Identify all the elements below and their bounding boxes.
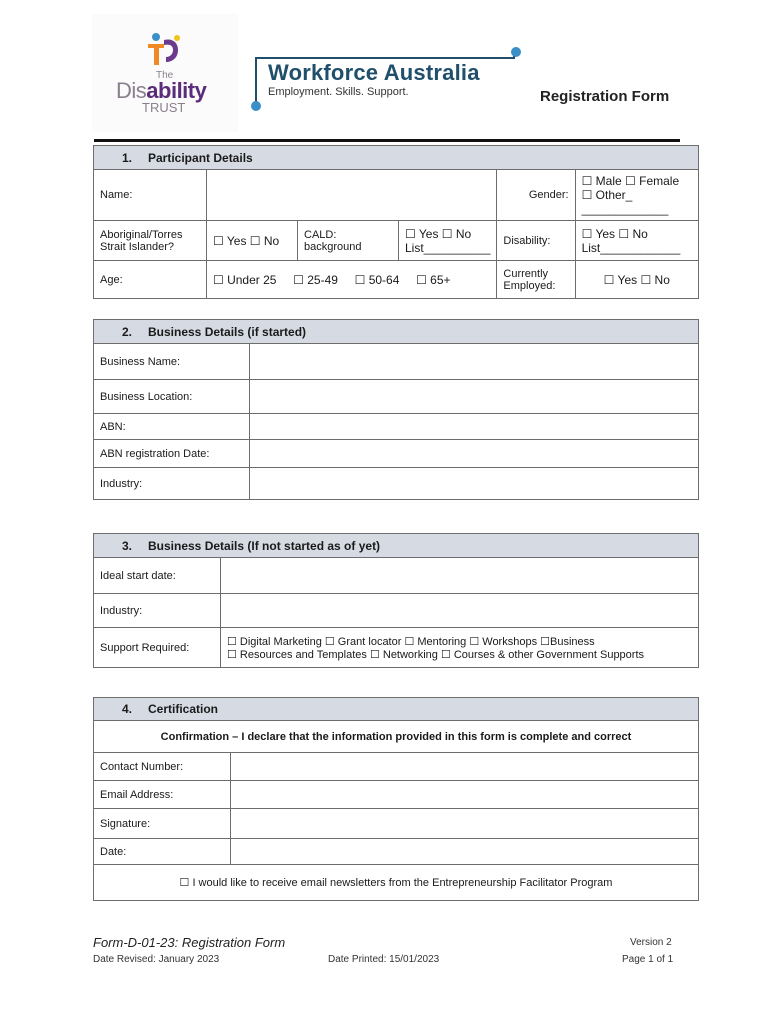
support-label: Support Required: [94,628,221,668]
signature-field[interactable] [231,809,699,839]
name-label: Name: [94,170,207,221]
workforce-australia-title: Workforce Australia [268,60,480,85]
footer-date-revised: Date Revised: January 2023 [93,954,220,965]
date-field[interactable] [231,839,699,865]
business-not-started-table [93,533,699,668]
employed-options[interactable]: ☐ Yes ☐ No [575,261,698,299]
business-location-field[interactable] [250,380,699,414]
contact-number-field[interactable] [231,753,699,781]
footer-version: Version 2 [630,937,672,948]
business-started-table [93,319,699,500]
atsi-label: Aboriginal/Torres Strait Islander? [94,221,207,261]
age-option[interactable]: ☐ Under 25 [213,272,277,287]
footer-page-number: Page 1 of 1 [622,954,674,965]
age-option[interactable]: ☐ 25-49 [293,272,338,287]
age-option[interactable]: ☐ 65+ [416,272,451,287]
confirmation-statement: Confirmation – I declare that the information provided in this form is complete and correct [94,721,699,753]
newsletter-checkbox[interactable]: ☐ I would like to receive email newsletters from the Entrepreneurship Facilitator Program [94,865,699,901]
abn-date-label: ABN registration Date: [94,440,250,468]
name-field[interactable] [207,170,497,221]
age-options[interactable] [207,261,497,299]
section-header: 2. Business Details (if started) [94,320,699,344]
contact-number-label: Contact Number: [94,753,231,781]
abn-field[interactable] [250,414,699,440]
age-label: Age: [94,261,207,299]
section-header: 1. Participant Details [94,146,699,170]
industry-field[interactable] [221,594,699,628]
page-title: Registration Form [540,88,670,105]
logo-trust-text: TRUST [142,100,186,115]
email-label: Email Address: [94,781,231,809]
industry-label: Industry: [94,468,250,500]
email-field[interactable] [231,781,699,809]
workforce-australia-subtitle: Employment. Skills. Support. [268,86,409,98]
section-header: 4. Certification [94,698,699,721]
participant-details-table [93,145,699,299]
age-option[interactable]: ☐ 50-64 [354,272,400,287]
logo-disability-text: Disability [116,78,207,103]
date-label: Date: [94,839,231,865]
logo-the-text: The [156,70,174,81]
section-header: 3. Business Details (If not started as of yet) [94,534,699,558]
support-options[interactable]: ☐ Digital Marketing ☐ Grant locator ☐ Mentoring ☐ Workshops ☐Business ☐ Resources and Templates ☐ Networking ☐ Courses & other Government Supports [221,628,699,668]
ideal-start-label: Ideal start date: [94,558,221,594]
footer-date-printed: Date Printed: 15/01/2023 [328,954,440,965]
disability-trust-emblem-icon [144,32,184,68]
business-location-label: Business Location: [94,380,250,414]
ideal-start-field[interactable] [221,558,699,594]
gender-options[interactable]: ☐ Male ☐ Female ☐ Other_ _____________ [575,170,698,221]
gender-label: Gender: [497,170,575,221]
disability-options[interactable]: ☐ Yes ☐ No List____________ [575,221,698,261]
business-name-field[interactable] [250,344,699,380]
abn-label: ABN: [94,414,250,440]
header-divider [94,139,680,142]
signature-label: Signature: [94,809,231,839]
industry-label: Industry: [94,594,221,628]
cald-label: CALD: background [298,221,399,261]
footer-form-id: Form-D-01-23: Registration Form [93,935,286,950]
employed-label: Currently Employed: [497,261,575,299]
business-name-label: Business Name: [94,344,250,380]
disability-trust-logo [92,14,238,132]
disability-label: Disability: [497,221,575,261]
cald-options[interactable]: ☐ Yes ☐ No List__________ [399,221,497,261]
atsi-options[interactable]: ☐ Yes ☐ No [207,221,298,261]
certification-table [93,697,699,901]
abn-date-field[interactable] [250,440,699,468]
industry-field[interactable] [250,468,699,500]
